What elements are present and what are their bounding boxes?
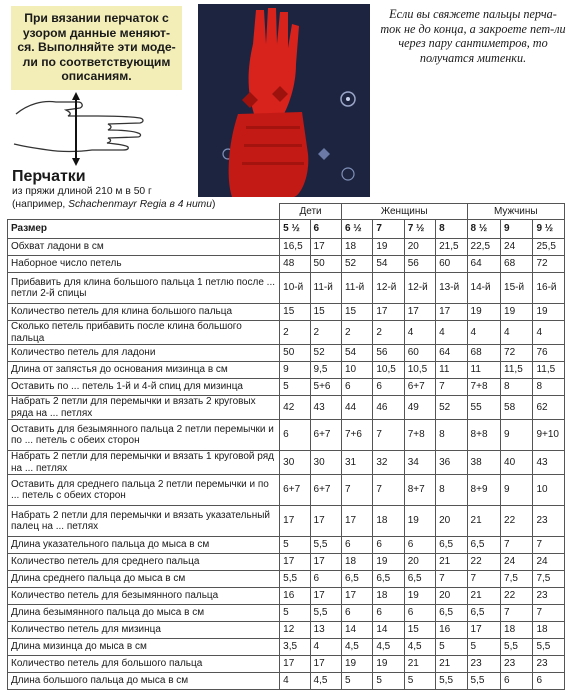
row-value: 20 xyxy=(436,506,467,537)
row-value: 4 xyxy=(436,321,467,345)
row-label: Оставить по ... петель 1-й и 4-й спиц для мизинца xyxy=(8,379,280,396)
hand-measurement-illustration xyxy=(8,86,148,174)
row-value: 15 xyxy=(310,304,341,321)
mitten-tip-content: Если вы свяжете пальцы перча-ток не до конца, а закроете пет-ли через пару сантиметров, то получатся митенки. xyxy=(380,7,566,65)
row-value: 16-й xyxy=(533,273,565,304)
row-value: 16,5 xyxy=(280,239,310,256)
row-value: 19 xyxy=(373,239,404,256)
row-value: 18 xyxy=(341,239,372,256)
row-value: 7 xyxy=(501,537,533,554)
row-label: Длина большого пальца до мыса в см xyxy=(8,673,280,690)
table-row xyxy=(8,537,565,554)
size-header-cell: 8 xyxy=(436,220,467,239)
row-value: 56 xyxy=(373,345,404,362)
row-label: Количество петель для клина большого пальца xyxy=(8,304,280,321)
group-children: Дети xyxy=(280,204,342,220)
row-value: 4 xyxy=(310,639,341,656)
table-row xyxy=(8,239,565,256)
row-value: 64 xyxy=(467,256,500,273)
size-header-cell: 5 ½ xyxy=(280,220,310,239)
row-value: 36 xyxy=(436,451,467,475)
row-value: 11-й xyxy=(310,273,341,304)
row-value: 64 xyxy=(436,345,467,362)
row-value: 19 xyxy=(467,304,500,321)
row-value: 8 xyxy=(436,475,467,506)
row-label: Оставить для среднего пальца 2 петли перемычки и по ... петель с обеих сторон xyxy=(8,475,280,506)
row-value: 7 xyxy=(467,571,500,588)
size-header-cell: 7 xyxy=(373,220,404,239)
row-value: 50 xyxy=(310,256,341,273)
row-value: 17 xyxy=(341,506,372,537)
row-value: 76 xyxy=(533,345,565,362)
row-value: 40 xyxy=(501,451,533,475)
row-value: 22 xyxy=(501,506,533,537)
row-value: 6,5 xyxy=(467,605,500,622)
row-value: 14 xyxy=(373,622,404,639)
row-value: 24 xyxy=(501,554,533,571)
row-value: 16 xyxy=(436,622,467,639)
row-value: 12-й xyxy=(373,273,404,304)
row-value: 17 xyxy=(280,506,310,537)
row-value: 5+6 xyxy=(310,379,341,396)
row-value: 25,5 xyxy=(533,239,565,256)
row-label: Сколько петель прибавить после клина большого пальца xyxy=(8,321,280,345)
row-value: 7,5 xyxy=(533,571,565,588)
row-value: 4 xyxy=(501,321,533,345)
row-value: 8 xyxy=(533,379,565,396)
row-value: 17 xyxy=(310,588,341,605)
row-value: 6 xyxy=(404,537,435,554)
group-men: Мужчины xyxy=(467,204,564,220)
row-value: 6 xyxy=(404,605,435,622)
row-value: 7 xyxy=(373,420,404,451)
size-header-cell: 7 ½ xyxy=(404,220,435,239)
size-header-cell: 9 ½ xyxy=(533,220,565,239)
row-value: 30 xyxy=(310,451,341,475)
row-label: Количество петель для ладони xyxy=(8,345,280,362)
row-value: 8+9 xyxy=(467,475,500,506)
row-value: 6 xyxy=(280,420,310,451)
row-value: 6,5 xyxy=(341,571,372,588)
row-value: 5 xyxy=(436,639,467,656)
row-value: 30 xyxy=(280,451,310,475)
row-value: 15 xyxy=(341,304,372,321)
row-value: 20 xyxy=(436,588,467,605)
row-value: 38 xyxy=(467,451,500,475)
row-label: Длина среднего пальца до мыса в см xyxy=(8,571,280,588)
subtitle-yarn-brand: Schachenmayr Regia в 4 нити xyxy=(68,198,212,210)
row-value: 19 xyxy=(533,304,565,321)
row-value: 7 xyxy=(533,537,565,554)
row-value: 5,5 xyxy=(467,673,500,690)
row-value: 5 xyxy=(341,673,372,690)
row-value: 42 xyxy=(280,396,310,420)
row-value: 5 xyxy=(280,379,310,396)
table-row xyxy=(8,256,565,273)
row-value: 21 xyxy=(467,588,500,605)
subtitle-yarn-line: из пряжи длиной 210 м в 50 г xyxy=(12,186,152,197)
table-row xyxy=(8,656,565,673)
table-body xyxy=(8,220,565,690)
row-value: 8 xyxy=(436,420,467,451)
row-value: 17 xyxy=(280,554,310,571)
row-value: 5 xyxy=(373,673,404,690)
row-value: 68 xyxy=(501,256,533,273)
row-value: 15 xyxy=(280,304,310,321)
size-header-label: Размер xyxy=(8,220,280,239)
row-value: 34 xyxy=(404,451,435,475)
row-value: 46 xyxy=(373,396,404,420)
row-value: 11-й xyxy=(341,273,372,304)
row-value: 50 xyxy=(280,345,310,362)
row-value: 60 xyxy=(436,256,467,273)
table-row xyxy=(8,571,565,588)
row-value: 6,5 xyxy=(436,537,467,554)
table-row xyxy=(8,379,565,396)
info-note-box xyxy=(11,6,182,90)
row-value: 2 xyxy=(341,321,372,345)
row-value: 7 xyxy=(436,571,467,588)
row-value: 17 xyxy=(310,554,341,571)
row-value: 23 xyxy=(501,656,533,673)
row-value: 15 xyxy=(404,622,435,639)
info-note-text: При вязании перчаток с узором данные меняют-ся. Выполняйте эти моде-ли по соответствующим описаниям. xyxy=(17,11,176,83)
row-value: 7 xyxy=(341,475,372,506)
row-label: Длина мизинца до мыса в см xyxy=(8,639,280,656)
row-value: 43 xyxy=(310,396,341,420)
row-label: Набрать 2 петли для перемычки и вязать 2 круговых ряда на ... петлях xyxy=(8,396,280,420)
row-value: 7 xyxy=(373,475,404,506)
row-value: 6 xyxy=(341,379,372,396)
row-value: 6,5 xyxy=(404,571,435,588)
row-value: 4 xyxy=(280,673,310,690)
row-value: 23 xyxy=(533,656,565,673)
row-label: Длина безымянного пальца до мыса в см xyxy=(8,605,280,622)
row-value: 56 xyxy=(404,256,435,273)
row-value: 20 xyxy=(404,554,435,571)
row-value: 19 xyxy=(373,554,404,571)
row-value: 18 xyxy=(341,554,372,571)
row-label: Набрать 2 петли для перемычки и вязать 1 круговой ряд на ... петлях xyxy=(8,451,280,475)
row-value: 55 xyxy=(467,396,500,420)
row-value: 11,5 xyxy=(533,362,565,379)
row-value: 6 xyxy=(501,673,533,690)
row-value: 72 xyxy=(501,345,533,362)
row-value: 12 xyxy=(280,622,310,639)
table-row xyxy=(8,554,565,571)
row-value: 17 xyxy=(310,239,341,256)
row-value: 11,5 xyxy=(501,362,533,379)
row-value: 23 xyxy=(467,656,500,673)
row-value: 6,5 xyxy=(436,605,467,622)
row-value: 2 xyxy=(373,321,404,345)
row-value: 22 xyxy=(501,588,533,605)
row-label: Наборное число петель xyxy=(8,256,280,273)
row-value: 5,5 xyxy=(310,605,341,622)
row-value: 7,5 xyxy=(501,571,533,588)
group-header-empty xyxy=(8,204,280,220)
table-row xyxy=(8,345,565,362)
row-value: 18 xyxy=(533,622,565,639)
row-value: 52 xyxy=(310,345,341,362)
row-value: 3,5 xyxy=(280,639,310,656)
row-value: 6+7 xyxy=(310,420,341,451)
row-value: 9 xyxy=(501,475,533,506)
row-label: Количество петель для мизинца xyxy=(8,622,280,639)
row-value: 13-й xyxy=(436,273,467,304)
row-value: 17 xyxy=(310,656,341,673)
row-value: 16 xyxy=(280,588,310,605)
row-value: 6,5 xyxy=(467,537,500,554)
row-value: 17 xyxy=(341,588,372,605)
row-value: 6 xyxy=(310,571,341,588)
row-value: 8+8 xyxy=(467,420,500,451)
red-gloves-photo xyxy=(198,4,370,197)
row-value: 10,5 xyxy=(373,362,404,379)
row-value: 5,5 xyxy=(436,673,467,690)
size-header-cell: 6 ½ xyxy=(341,220,372,239)
row-value: 48 xyxy=(280,256,310,273)
row-value: 6 xyxy=(341,605,372,622)
row-value: 11 xyxy=(467,362,500,379)
row-value: 17 xyxy=(436,304,467,321)
row-value: 6+7 xyxy=(280,475,310,506)
size-header-cell: 8 ½ xyxy=(467,220,500,239)
row-value: 19 xyxy=(404,588,435,605)
subtitle-prefix: (например, xyxy=(12,198,69,210)
row-value: 21,5 xyxy=(436,239,467,256)
row-value: 14 xyxy=(341,622,372,639)
row-value: 24 xyxy=(533,554,565,571)
row-value: 21 xyxy=(436,554,467,571)
row-value: 7 xyxy=(501,605,533,622)
row-value: 9 xyxy=(501,420,533,451)
size-header-cell: 9 xyxy=(501,220,533,239)
row-value: 6,5 xyxy=(373,571,404,588)
row-value: 5,5 xyxy=(533,639,565,656)
row-value: 10 xyxy=(533,475,565,506)
group-women: Женщины xyxy=(341,204,467,220)
table-row xyxy=(8,673,565,690)
row-value: 17 xyxy=(467,622,500,639)
row-value: 4,5 xyxy=(310,673,341,690)
row-value: 54 xyxy=(373,256,404,273)
row-value: 14-й xyxy=(467,273,500,304)
row-value: 60 xyxy=(404,345,435,362)
row-value: 6 xyxy=(373,537,404,554)
mitten-tip-text xyxy=(380,7,566,65)
subtitle-suffix: ) xyxy=(211,198,216,210)
row-value: 4,5 xyxy=(373,639,404,656)
row-value: 2 xyxy=(280,321,310,345)
row-value: 17 xyxy=(280,656,310,673)
row-value: 8 xyxy=(501,379,533,396)
row-label: Количество петель для среднего пальца xyxy=(8,554,280,571)
group-header-row xyxy=(8,204,565,220)
row-value: 7+8 xyxy=(404,420,435,451)
row-value: 4 xyxy=(404,321,435,345)
row-label: Прибавить для клина большого пальца 1 петлю после ... петли 2-й спицы xyxy=(8,273,280,304)
row-value: 4,5 xyxy=(341,639,372,656)
row-value: 31 xyxy=(341,451,372,475)
row-value: 22 xyxy=(467,554,500,571)
row-value: 4 xyxy=(533,321,565,345)
row-value: 18 xyxy=(373,506,404,537)
row-value: 15-й xyxy=(501,273,533,304)
row-value: 9+10 xyxy=(533,420,565,451)
row-value: 19 xyxy=(373,656,404,673)
row-label: Обхват ладони в см xyxy=(8,239,280,256)
table-row xyxy=(8,451,565,475)
row-value: 23 xyxy=(533,588,565,605)
row-value: 6 xyxy=(533,673,565,690)
row-value: 24 xyxy=(501,239,533,256)
row-value: 10 xyxy=(341,362,372,379)
row-value: 11 xyxy=(436,362,467,379)
row-value: 19 xyxy=(501,304,533,321)
row-value: 17 xyxy=(404,304,435,321)
row-value: 17 xyxy=(373,304,404,321)
row-value: 2 xyxy=(310,321,341,345)
row-value: 13 xyxy=(310,622,341,639)
row-value: 68 xyxy=(467,345,500,362)
row-label: Длина указательного пальца до мыса в см xyxy=(8,537,280,554)
row-value: 12-й xyxy=(404,273,435,304)
row-value: 7+6 xyxy=(341,420,372,451)
table-row xyxy=(8,639,565,656)
row-value: 6 xyxy=(373,605,404,622)
table-row xyxy=(8,273,565,304)
row-value: 6 xyxy=(373,379,404,396)
row-value: 43 xyxy=(533,451,565,475)
row-value: 5 xyxy=(280,605,310,622)
row-value: 5 xyxy=(404,673,435,690)
row-value: 5,5 xyxy=(501,639,533,656)
row-label: Оставить для безымянного пальца 2 петли перемычки и по ... петель с обеих сторон xyxy=(8,420,280,451)
row-value: 6+7 xyxy=(310,475,341,506)
row-value: 6 xyxy=(341,537,372,554)
row-value: 52 xyxy=(341,256,372,273)
row-value: 58 xyxy=(501,396,533,420)
row-value: 52 xyxy=(436,396,467,420)
row-value: 6+7 xyxy=(404,379,435,396)
row-value: 32 xyxy=(373,451,404,475)
row-value: 5,5 xyxy=(310,537,341,554)
row-value: 44 xyxy=(341,396,372,420)
row-value: 10,5 xyxy=(404,362,435,379)
table-row xyxy=(8,420,565,451)
row-value: 49 xyxy=(404,396,435,420)
row-label: Количество петель для большого пальца xyxy=(8,656,280,673)
row-value: 5 xyxy=(467,639,500,656)
row-value: 9 xyxy=(280,362,310,379)
row-label: Количество петель для безымянного пальца xyxy=(8,588,280,605)
row-value: 21 xyxy=(404,656,435,673)
size-table xyxy=(7,203,565,690)
row-value: 7 xyxy=(436,379,467,396)
table-row xyxy=(8,506,565,537)
table-row xyxy=(8,605,565,622)
table-row xyxy=(8,321,565,345)
row-value: 72 xyxy=(533,256,565,273)
row-value: 19 xyxy=(341,656,372,673)
section-title: Перчатки xyxy=(12,168,86,185)
row-value: 18 xyxy=(373,588,404,605)
row-label: Длина от запястья до основания мизинца в см xyxy=(8,362,280,379)
row-value: 4 xyxy=(467,321,500,345)
row-value: 8+7 xyxy=(404,475,435,506)
row-value: 21 xyxy=(436,656,467,673)
row-value: 18 xyxy=(501,622,533,639)
table-row xyxy=(8,622,565,639)
row-value: 20 xyxy=(404,239,435,256)
row-value: 19 xyxy=(404,506,435,537)
row-value: 17 xyxy=(310,506,341,537)
row-value: 4,5 xyxy=(404,639,435,656)
row-label: Набрать 2 петли для перемычки и вязать указательный палец на ... петлях xyxy=(8,506,280,537)
row-value: 7 xyxy=(533,605,565,622)
table-row xyxy=(8,396,565,420)
row-value: 5 xyxy=(280,537,310,554)
row-value: 54 xyxy=(341,345,372,362)
table-row xyxy=(8,304,565,321)
row-value: 7+8 xyxy=(467,379,500,396)
table-row xyxy=(8,362,565,379)
table-row xyxy=(8,475,565,506)
size-header-cell: 6 xyxy=(310,220,341,239)
row-value: 9,5 xyxy=(310,362,341,379)
row-value: 22,5 xyxy=(467,239,500,256)
table-row xyxy=(8,588,565,605)
row-value: 23 xyxy=(533,506,565,537)
row-value: 21 xyxy=(467,506,500,537)
row-value: 62 xyxy=(533,396,565,420)
row-value: 5,5 xyxy=(280,571,310,588)
row-value: 10-й xyxy=(280,273,310,304)
size-header-row xyxy=(8,220,565,239)
